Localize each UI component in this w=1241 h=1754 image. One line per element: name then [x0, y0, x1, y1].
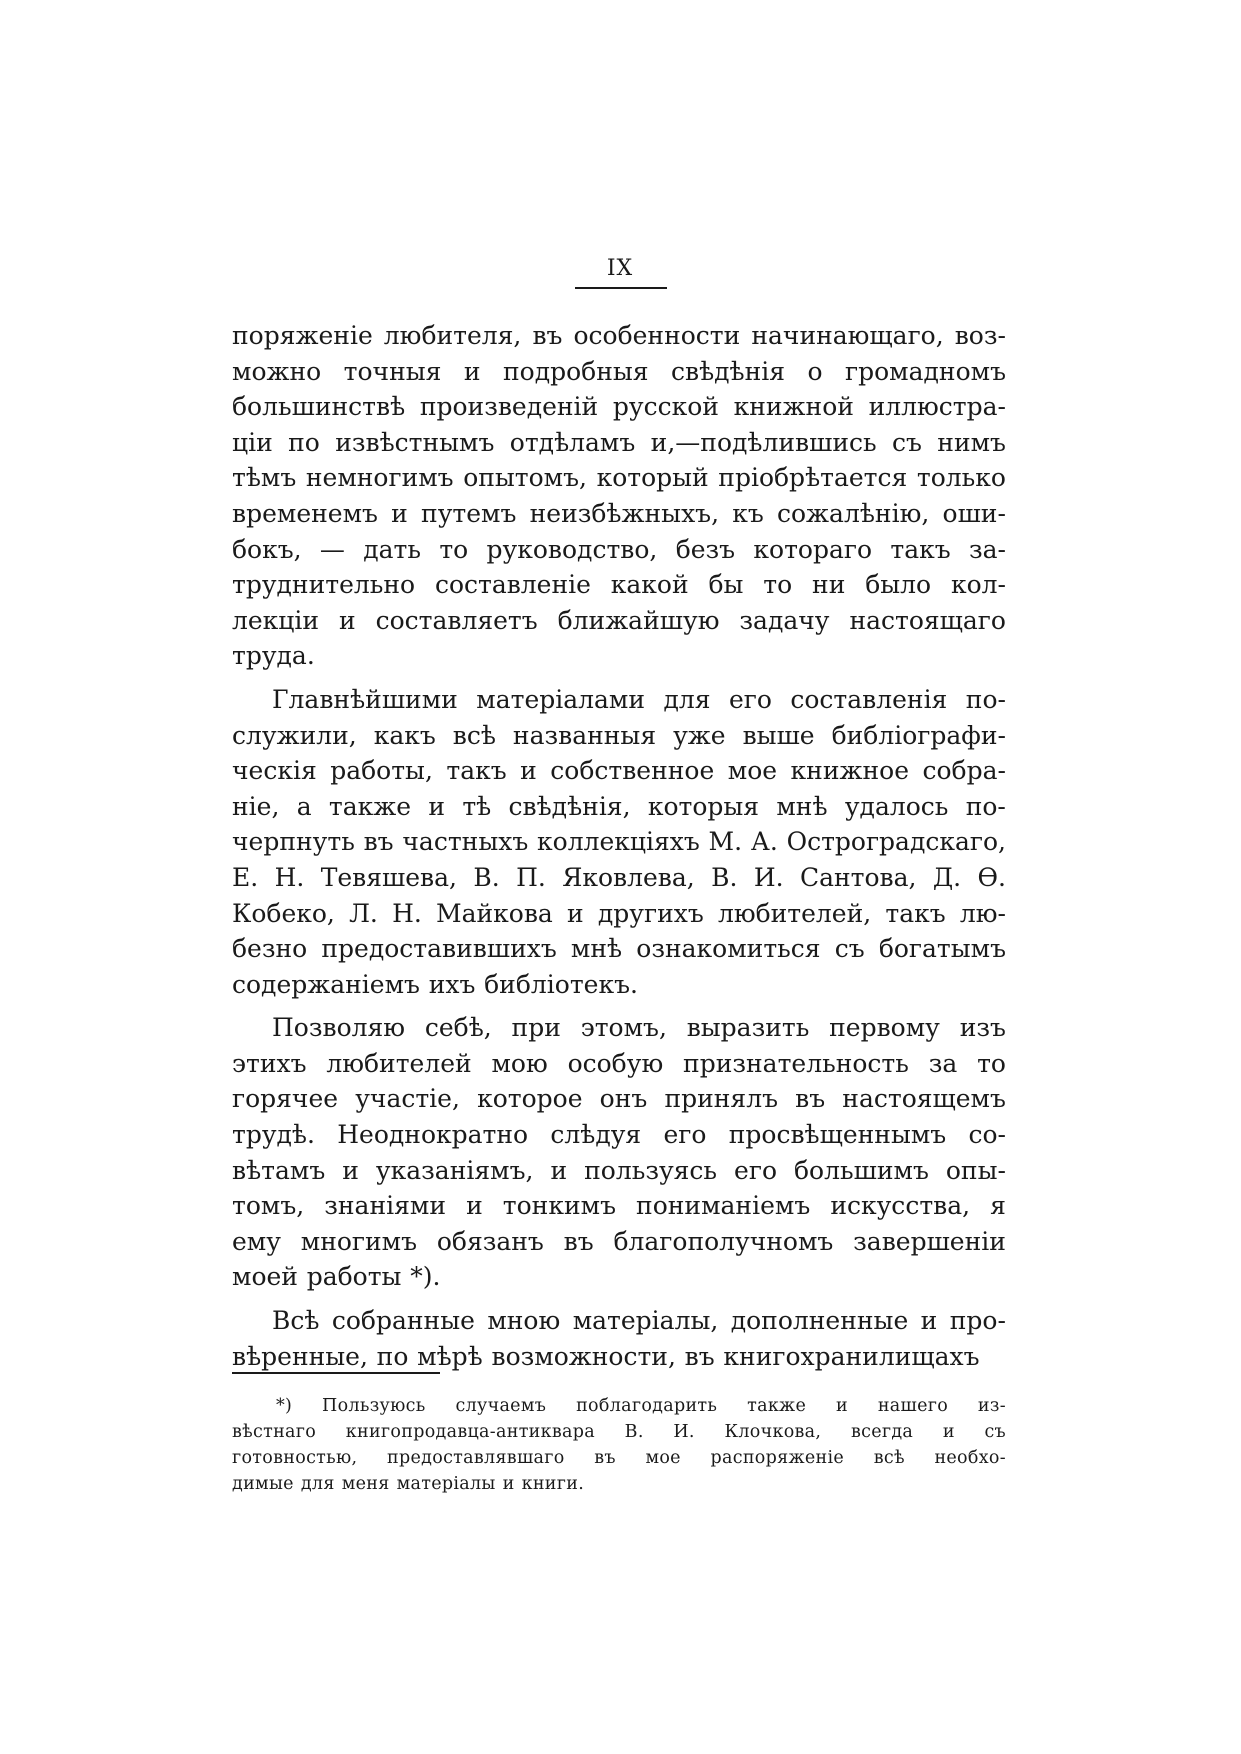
text-line: бокъ, — дать то руководство, безъ котораго такъ за-	[232, 534, 1006, 564]
text-line: ческiя работы, такъ и собственное мое книжное собра-	[232, 756, 1006, 786]
body-text	[232, 318, 1006, 1374]
text-line: поряженiе любителя, въ особенности начинающаго, воз-	[232, 321, 1006, 350]
text-line: служили, какъ всѣ названныя уже выше библiографи-	[232, 720, 1006, 750]
footnote-line: димые для меня матерiалы и книги.	[232, 1474, 585, 1494]
footnote-line: *) Пользуюсь случаемъ поблагодарить также и нашего из-	[276, 1396, 1006, 1416]
text-line: труднительно составленiе какой бы то ни было кол-	[232, 570, 1006, 600]
text-line: Кобеко, Л. Н. Майкова и другихъ любителей, такъ лю-	[232, 898, 1006, 928]
text-line: Главнѣйшими матерiалами для его составленiя по-	[272, 684, 1006, 714]
footnote-line: готовностью, предоставлявшаго въ мое распоряженiе всѣ необхо-	[232, 1448, 1006, 1468]
text-line: трудѣ. Неоднократно слѣдуя его просвѣщеннымъ со-	[232, 1120, 1006, 1150]
text-line: Е. Н. Тевяшева, В. П. Яковлева, В. И. Сантова, Д. Ѳ.	[232, 862, 1006, 892]
text-line: черпнуть въ частныхъ коллекцiяхъ М. А. Остроградскаго,	[232, 827, 1006, 857]
page-number-underline	[575, 287, 667, 289]
text-line: можно точныя и подробныя свѣдѣнiя о громадномъ	[232, 356, 1006, 386]
text-line: вѣренные, по мѣрѣ возможности, въ книгохранилищахъ	[232, 1341, 980, 1371]
text-line: томъ, знанiями и тонкимъ пониманiемъ искусства, я	[232, 1191, 1006, 1221]
text-line: лекцiи и составляетъ ближайшую задачу настоящаго	[232, 605, 1006, 635]
text-line: цiи по извѣстнымъ отдѣламъ и,—подѣлившись съ нимъ	[232, 427, 1006, 457]
text-line: горячее участiе, которое онъ принялъ въ настоящемъ	[232, 1084, 1006, 1114]
footnote-separator	[232, 1372, 440, 1374]
footnote	[232, 1393, 1006, 1497]
text-line: содержанiемъ ихъ библiотекъ.	[232, 969, 638, 999]
footnote-line: вѣстнаго книгопродавца-антиквара В. И. Клочкова, всегда и съ	[232, 1422, 1006, 1442]
text-line: моей работы *).	[232, 1262, 441, 1292]
text-line: нiе, а также и тѣ свѣдѣнiя, которыя мнѣ удалось по-	[232, 791, 1006, 821]
text-line: временемъ и путемъ неизбѣжныхъ, къ сожалѣнiю, оши-	[232, 498, 1006, 528]
text-line: этихъ любителей мою особую признательность за то	[232, 1048, 1006, 1078]
text-line: труда.	[232, 641, 315, 671]
text-line: Позволяю себѣ, при этомъ, выразить первому изъ	[272, 1013, 1006, 1043]
text-line: безно предоставившихъ мнѣ ознакомиться съ богатымъ	[232, 934, 1006, 964]
text-line: Всѣ собранные мною матерiалы, дополненные и про-	[272, 1306, 1006, 1336]
text-line: ему многимъ обязанъ въ благополучномъ завершенiи	[232, 1226, 1006, 1256]
text-line: большинствѣ произведенiй русской книжной иллюстра-	[232, 392, 1006, 422]
page-number: IX	[606, 256, 634, 281]
text-line: вѣтамъ и указанiямъ, и пользуясь его большимъ опы-	[232, 1155, 1006, 1185]
text-line: тѣмъ немногимъ опытомъ, который прiобрѣтается только	[232, 463, 1006, 493]
